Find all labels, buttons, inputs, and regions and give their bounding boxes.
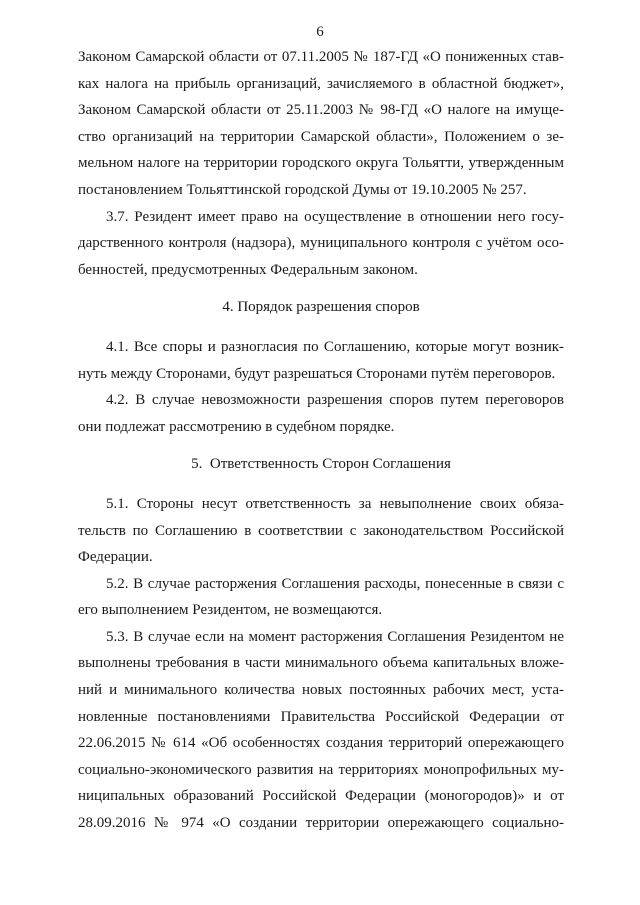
text-line: 28.09.2016 № 974 «О создании территории опережающего социально-: [78, 815, 564, 832]
paragraph-4-1: [78, 334, 564, 387]
section-heading-5: 5. Ответственность Сторон Соглашения: [191, 456, 451, 473]
text-line: новленные постановлениями Правительства Российской Федерации от: [78, 708, 564, 725]
text-line: ниципальных образований Российской Федерации (моногородов)» и от: [78, 788, 564, 805]
text-line: 4.1. Все споры и разногласия по Соглашению, которые могут возник-: [106, 338, 564, 355]
paragraph-3-7: [78, 204, 564, 284]
page-number: 6: [316, 24, 324, 40]
text-line: 22.06.2015 № 614 «Об особенностях создания территорий опережающего: [78, 735, 564, 752]
text-line: нуть между Сторонами, будут разрешаться Сторонами путём переговоров.: [78, 365, 556, 382]
text-line: Законом Самарской области от 07.11.2005 № 187-ГД «О пониженных став-: [78, 49, 564, 65]
text-line: 5.1. Стороны несут ответственность за невыполнение своих обяза-: [106, 495, 564, 512]
section-heading-4: 4. Порядок разрешения споров: [222, 299, 420, 316]
text-line: они подлежат рассмотрению в судебном порядке.: [78, 418, 395, 435]
paragraph-tax-laws: [78, 44, 564, 204]
text-line: ках налога на прибыль организаций, зачисляемого в областной бюджет»,: [78, 75, 564, 92]
text-line: 3.7. Резидент имеет право на осуществление в отношении него госу-: [106, 208, 564, 225]
text-line: тельств по Соглашению в соответствии с законодательством Российской: [78, 522, 564, 539]
text-line: 4.2. В случае невозможности разрешения споров путем переговоров: [106, 392, 564, 409]
text-line: выполнены требования в части минимального объема капитальных вложе-: [78, 655, 564, 672]
text-line: ний и минимального количества новых постоянных рабочих мест, уста-: [78, 682, 564, 699]
text-line: дарственного контроля (надзора), муниципального контроля с учётом осо-: [78, 235, 564, 252]
text-line: Законом Самарской области от 25.11.2003 № 98-ГД «О налоге на имуще-: [78, 102, 564, 119]
paragraph-4-2: [78, 387, 564, 440]
text-line: социально-экономического развития на территориях монопрофильных му-: [78, 761, 564, 778]
text-line: его выполнением Резидентом, не возмещаются.: [78, 602, 383, 619]
document-body: [78, 44, 564, 837]
text-line: ство организаций на территории Самарской области», Положением о зе-: [78, 128, 564, 145]
text-line: постановлением Тольяттинской городской Думы от 19.10.2005 № 257.: [78, 181, 527, 198]
text-line: Федерации.: [78, 549, 153, 566]
text-line: 5.2. В случае расторжения Соглашения расходы, понесенные в связи с: [106, 575, 564, 592]
paragraph-5-2: [78, 571, 564, 624]
paragraph-5-3: [78, 624, 564, 837]
paragraph-5-1: [78, 491, 564, 571]
text-line: бенностей, предусмотренных Федеральным законом.: [78, 261, 418, 278]
text-line: мельном налоге на территории городского округа Тольятти, утвержденным: [78, 155, 564, 172]
text-line: 5.3. В случае если на момент расторжения Соглашения Резидентом не: [106, 628, 564, 645]
